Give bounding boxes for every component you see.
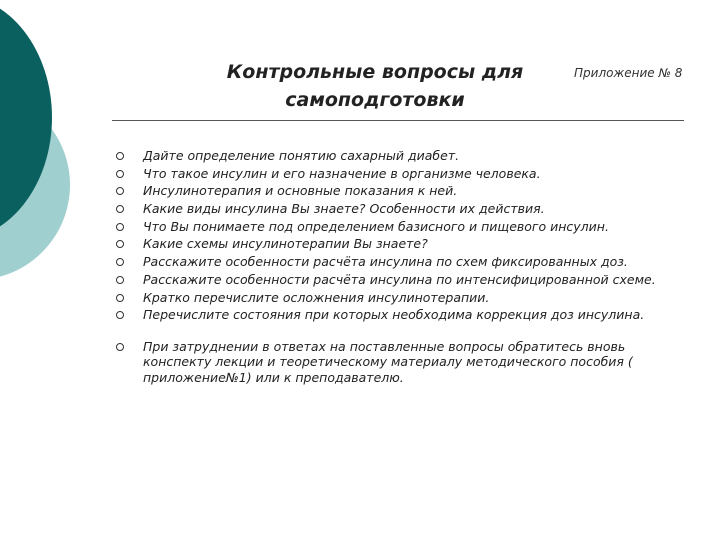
list-item xyxy=(112,183,687,199)
bullet-icon xyxy=(116,170,124,178)
list-item xyxy=(112,307,687,323)
question-text: Перечислите состояния при которых необходима коррекция доз инсулина. xyxy=(143,307,645,323)
slide-title: Контрольные вопросы для самоподготовки xyxy=(226,61,524,111)
bullet-icon xyxy=(116,294,124,302)
bullet-icon xyxy=(116,311,124,319)
decorative-circles xyxy=(0,0,110,300)
list-item xyxy=(112,236,687,252)
question-text: Расскажите особенности расчёта инсулина по интенсифицированной схеме. xyxy=(143,271,656,287)
bullet-icon xyxy=(116,205,124,213)
note-text: При затруднении в ответах на поставленные вопросы обратитесь вновь конспекту лекции и теоретическому материалу методического пособия ( приложение№1) или к преподавателю. xyxy=(143,338,633,385)
title-divider xyxy=(112,120,684,121)
bullet-icon xyxy=(116,240,124,248)
question-text: Что Вы понимаете под определением базисного и пищевого инсулин. xyxy=(143,218,609,234)
bullet-icon xyxy=(116,343,124,351)
list-item xyxy=(112,148,687,164)
bullet-icon xyxy=(116,187,124,195)
list-item xyxy=(112,201,687,217)
question-text: Дайте определение понятию сахарный диабет. xyxy=(143,148,460,163)
question-text: Инсулинотерапия и основные показания к ней. xyxy=(143,183,458,199)
list-item xyxy=(112,219,687,235)
question-text: Расскажите особенности расчёта инсулина по схем фиксированных доз. xyxy=(143,254,628,270)
question-text: Какие схемы инсулинотерапии Вы знаете? xyxy=(143,236,428,252)
appendix-label: Приложение № 8 xyxy=(574,66,683,80)
bullet-icon xyxy=(116,276,124,284)
list-item xyxy=(112,166,687,182)
list-item xyxy=(112,290,687,306)
bullet-icon xyxy=(116,258,124,266)
bullet-icon xyxy=(116,152,124,160)
question-text: Что такое инсулин и его назначение в организме человека. xyxy=(143,165,541,181)
questions-list xyxy=(112,148,687,387)
list-item xyxy=(112,272,687,288)
question-text: Кратко перечислите осложнения инсулинотерапии. xyxy=(143,289,490,305)
note-item xyxy=(112,339,687,386)
bullet-icon xyxy=(116,223,124,231)
question-text: Какие виды инсулина Вы знаете? Особенности их действия. xyxy=(143,201,545,217)
list-item xyxy=(112,254,687,270)
